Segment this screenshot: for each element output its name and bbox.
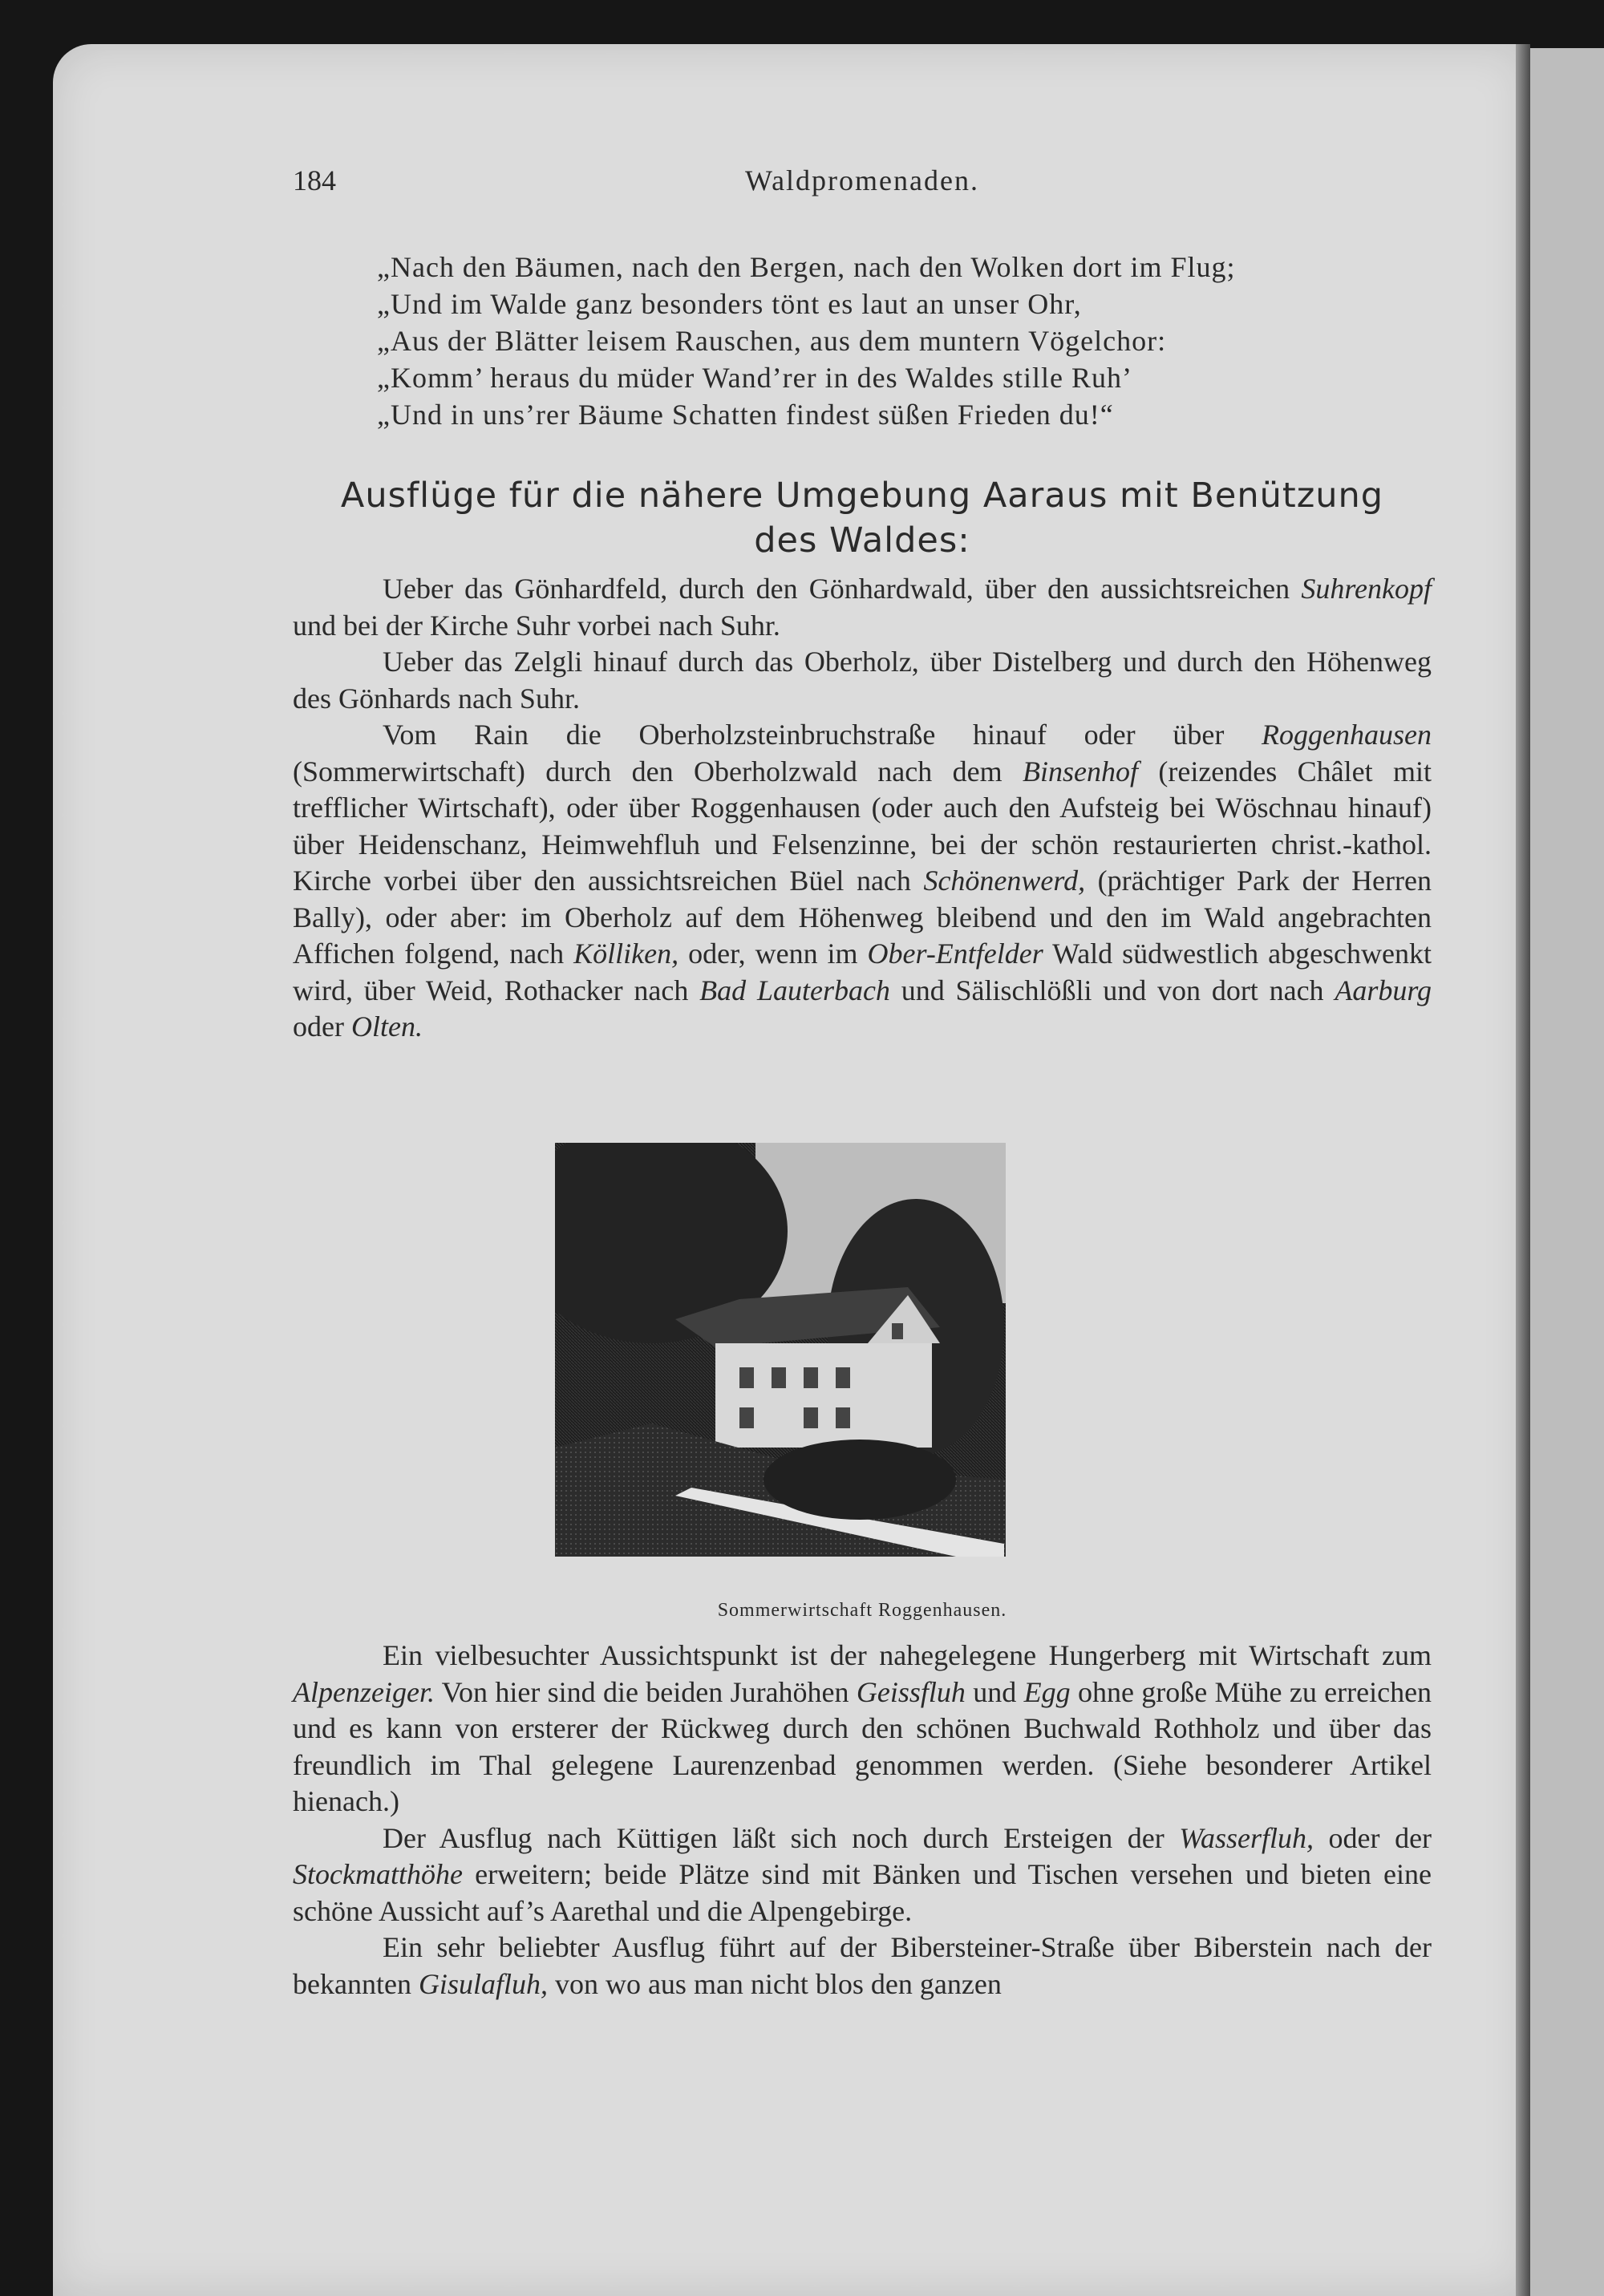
paragraph: Der Ausflug nach Küttigen läßt sich noch durch Ersteigen der Wasserfluh, oder der Stockmatthöhe erweitern; beide Plätze sind mit Bänken und Tischen versehen und bieten eine schöne Aussicht auf’s Aarethal und die Alpengebirge.	[293, 1821, 1432, 1927]
place-name: Binsenhof	[1023, 755, 1138, 788]
house-wall	[715, 1343, 932, 1448]
poem-verse	[377, 249, 1436, 433]
place-name: Alpenzeiger.	[293, 1675, 435, 1708]
place-name: Gisulafluh,	[418, 1967, 548, 2000]
section-heading	[293, 473, 1432, 563]
roggenhausen-illustration	[555, 1143, 1006, 1557]
place-name: Geissfluh	[856, 1675, 966, 1708]
place-name: Schönenwerd,	[923, 865, 1086, 897]
paragraph: Ueber das Gönhardfeld, durch den Gönhardwald, über den aussichtsreichen Suhrenkopf und bei der Kirche Suhr vorbei nach Suhr.	[293, 573, 1432, 642]
paragraph: Vom Rain die Oberholzsteinbruchstraße hinauf oder über Roggenhausen (Sommerwirtschaft) durch den Oberholzwald nach dem Binsenhof (reizendes Châlet mit trefflicher Wirtschaft), oder über Roggenhausen (oder auch den Aufsteig bei Wöschnau hinauf) über Heidenschanz, Heimwehfluh und Felsenzinne, bei der schön restaurierten christ.-kathol. Kirche vorbei über den aussichtsreichen Büel nach Schönenwerd, (prächtiger Park der Herren Bally), oder aber: im Oberholz auf dem Höhenweg bleibend und den im Wald angebrachten Affichen folgend, nach Kölliken, oder, wenn im Ober-Entfelder Wald südwestlich abgeschwenkt wird, über Weid, Rothacker nach Bad Lauterbach und Sälischlößli und von dort nach Aarburg oder Olten.	[293, 719, 1432, 1043]
place-name: Ober-Entfelder	[867, 937, 1043, 970]
poem-line: „Und im Walde ganz besonders tönt es laut an unser Ohr,	[377, 288, 1082, 320]
poem-line: „Komm’ heraus du müder Wand’rer in des Waldes stille Ruh’	[377, 362, 1132, 394]
page-header	[293, 164, 1432, 204]
paragraph: Ein sehr beliebter Ausflug führt auf der Bibersteiner-Straße über Biberstein nach der bekannten Gisulafluh, von wo aus man nicht blos den ganzen	[293, 1931, 1432, 2000]
place-name: Stockmatthöhe	[293, 1858, 463, 1890]
poem-line: „Und in uns’rer Bäume Schatten findest süßen Frieden du!“	[377, 399, 1114, 431]
paragraph: Ueber das Zelgli hinauf durch das Oberholz, über Distelberg und durch den Höhenweg des Gönhards nach Suhr.	[293, 646, 1432, 715]
poem-line: „Nach den Bäumen, nach den Bergen, nach den Wolken dort im Flug;	[377, 251, 1236, 283]
place-name: Suhrenkopf	[1301, 573, 1432, 605]
excursion-text-upper	[293, 571, 1432, 1046]
section-heading-line: Ausflüge für die nähere Umgebung Aaraus mit Benützung	[340, 476, 1384, 516]
shrub	[764, 1440, 956, 1520]
place-name: Kölliken,	[573, 937, 679, 970]
section-heading-line: des Waldes:	[754, 520, 970, 561]
place-name: Bad Lauterbach	[699, 974, 890, 1006]
figure-caption: Sommerwirtschaft Roggenhausen.	[717, 1600, 1007, 1621]
place-name: Roggenhausen	[1262, 719, 1432, 751]
page-number: 184	[293, 164, 336, 196]
paragraph: Ein vielbesuchter Aussichtspunkt ist der nahegelegene Hungerberg mit Wirtschaft zum Alpenzeiger. Von hier sind die beiden Jurahöhen Geissfluh und Egg ohne große Mühe zu erreichen und es kann von ersterer der Rückweg durch den schönen Buchwald Rothholz und über das freundlich im Thal gelegene Laurenzenbad genommen werden. (Siehe besonderer Artikel hienach.)	[293, 1639, 1432, 1817]
place-name: Egg	[1023, 1675, 1071, 1708]
place-name: Wasserfluh,	[1179, 1821, 1314, 1854]
book-gutter	[1516, 44, 1530, 2296]
excursion-text-lower	[293, 1638, 1432, 2002]
adjacent-page-edge	[1530, 48, 1604, 2296]
poem-line: „Aus der Blätter leisem Rauschen, aus dem muntern Vögelchor:	[377, 325, 1167, 357]
place-name: Aarburg	[1335, 974, 1432, 1006]
running-title: Waldpromenaden.	[744, 164, 979, 196]
place-name: Olten.	[350, 1010, 423, 1043]
